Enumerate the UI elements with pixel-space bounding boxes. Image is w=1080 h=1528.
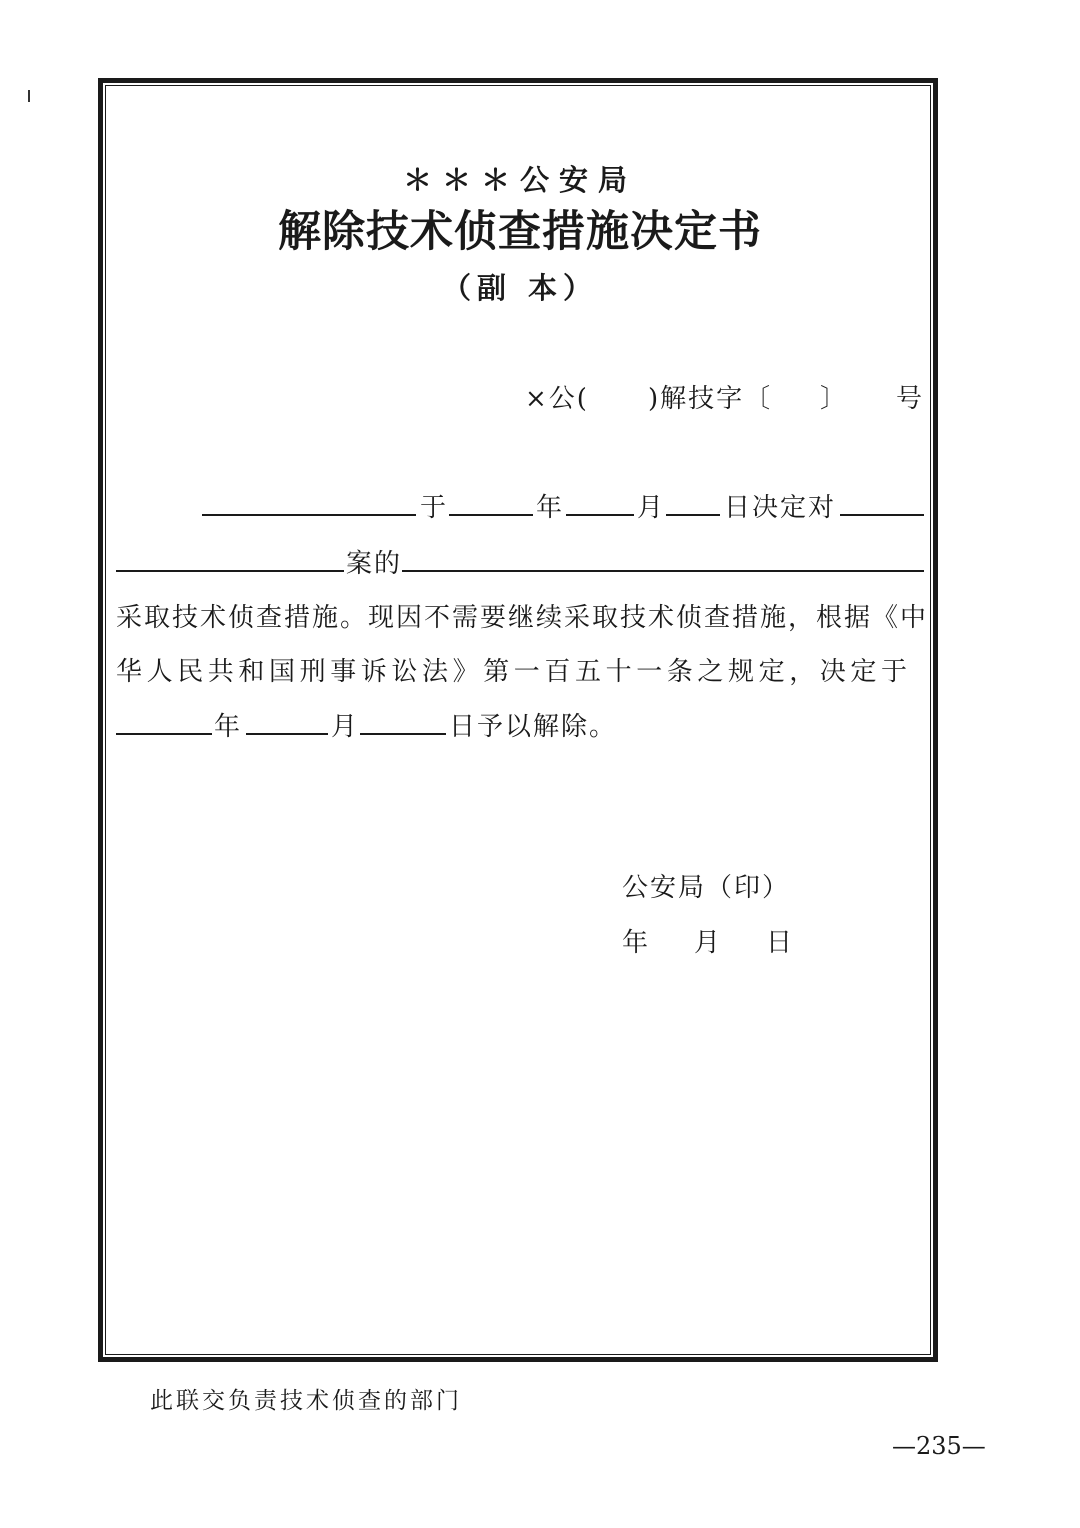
text-release-year: 年 — [214, 712, 243, 742]
margin-mark — [28, 90, 30, 102]
blank-case-name-field[interactable] — [116, 570, 344, 572]
body-line-4: 华人民共和国刑事诉讼法》第一百五十一条之规定，决定于 — [116, 657, 912, 687]
doc-number-mid: )解技字〔 — [648, 384, 773, 414]
text-release-tail: 日予以解除。 — [449, 712, 618, 742]
blank-agency-field[interactable] — [202, 514, 416, 516]
body-line-3: 采取技术侦查措施。现因不需要继续采取技术侦查措施，根据《中 — [116, 603, 929, 633]
blank-day-field[interactable] — [666, 514, 720, 516]
blank-release-year-field[interactable] — [116, 733, 212, 735]
text-yu: 于 — [420, 493, 449, 523]
doc-number-bracket-close: 〕 — [820, 384, 849, 414]
doc-number-prefix: ×公( — [525, 384, 589, 414]
sign-year: 年 — [622, 928, 651, 958]
text-year: 年 — [536, 493, 565, 523]
copy-label: （副 本） — [441, 271, 599, 305]
blank-subject-field[interactable] — [402, 570, 924, 572]
blank-year-field[interactable] — [449, 514, 533, 516]
sign-month: 月 — [694, 928, 723, 958]
text-case-of: 案的 — [346, 549, 403, 579]
copy-recipient-note: 此联交负责技术侦查的部门 — [150, 1388, 462, 1414]
sign-day: 日 — [766, 928, 795, 958]
blank-release-day-field[interactable] — [360, 733, 446, 735]
text-decided-on: 日决定对 — [724, 493, 837, 523]
doc-number-suffix: 号 — [896, 384, 925, 414]
agency-name: ＊＊＊公安局 — [402, 163, 637, 197]
text-release-month: 月 — [331, 712, 360, 742]
document-title: 解除技术侦查措施决定书 — [278, 207, 762, 257]
text-month: 月 — [637, 493, 666, 523]
blank-target-field[interactable] — [840, 514, 924, 516]
blank-month-field[interactable] — [566, 514, 634, 516]
seal-label: 公安局（印） — [622, 873, 791, 903]
blank-release-month-field[interactable] — [246, 733, 328, 735]
page-number: —235— — [892, 1432, 986, 1460]
